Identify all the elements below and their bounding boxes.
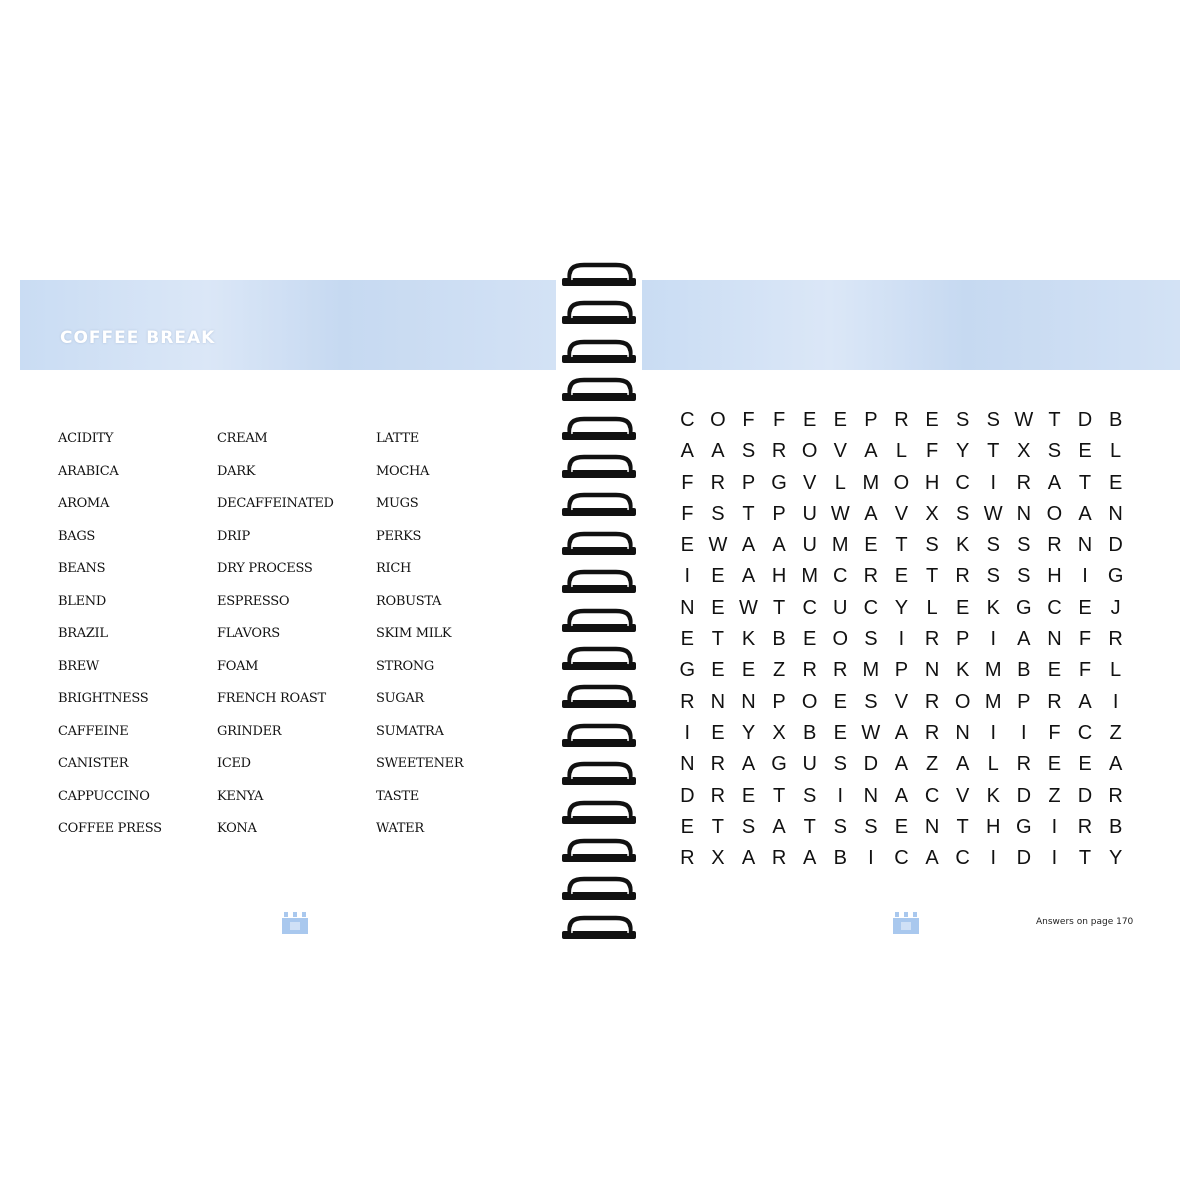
grid-letter: J: [1110, 596, 1121, 619]
word-list-item: STRONG: [376, 658, 434, 674]
grid-letter: X: [925, 502, 939, 525]
grid-letter: P: [1017, 690, 1031, 713]
grid-letter: D: [1016, 847, 1032, 870]
grid-letter: F: [925, 440, 939, 463]
grid-letter: R: [771, 847, 787, 870]
grid-letter: F: [681, 502, 694, 525]
grid-letter: F: [1048, 721, 1061, 744]
grid-letter: C: [802, 596, 817, 619]
word-list-item: COFFEE PRESS: [58, 821, 162, 836]
grid-letter: I: [990, 721, 997, 744]
grid-letter: D: [863, 753, 879, 776]
grid-letter: R: [802, 659, 817, 682]
grid-letter: S: [955, 502, 970, 525]
spiral-coil: [558, 569, 640, 597]
grid-letter: U: [833, 596, 848, 619]
word-list-item: RICH: [376, 561, 412, 576]
grid-letter: R: [1108, 628, 1123, 651]
grid-letter: E: [680, 815, 694, 838]
grid-letter: D: [1077, 409, 1093, 431]
grid-letter: T: [711, 628, 724, 651]
word-list-item: BAGS: [58, 528, 96, 544]
spiral-coil: [558, 915, 640, 943]
word-list-item: FOAM: [217, 658, 259, 674]
grid-letter: N: [680, 753, 695, 776]
grid-letter: E: [1047, 753, 1062, 776]
grid-letter: M: [801, 565, 818, 588]
grid-letter: G: [1016, 815, 1032, 838]
word-list-item: MUGS: [376, 496, 419, 511]
header-banner-left: [20, 280, 556, 370]
grid-letter: C: [955, 471, 970, 494]
grid-letter: K: [955, 659, 970, 682]
grid-letter: P: [772, 502, 786, 525]
grid-letter: N: [1108, 502, 1123, 525]
grid-letter: L: [1110, 440, 1122, 463]
grid-letter: N: [863, 784, 879, 807]
grid-letter: Z: [1109, 721, 1122, 744]
grid-letter: F: [742, 409, 755, 431]
grid-letter: S: [986, 409, 1000, 431]
grid-letter: R: [924, 690, 940, 713]
grid-letter: Y: [1108, 847, 1123, 870]
grid-letter: E: [833, 721, 847, 744]
grid-letter: S: [864, 628, 878, 651]
grid-letter: E: [1108, 471, 1123, 494]
grid-letter: C: [680, 409, 695, 431]
spiral-coil: [558, 876, 640, 904]
word-list-item: SWEETENER: [376, 756, 464, 771]
grid-letter: T: [711, 815, 724, 838]
grid-letter: E: [680, 628, 694, 651]
grid-letter: E: [833, 409, 847, 431]
grid-letter: R: [863, 565, 879, 588]
word-list-item: MOCHA: [376, 463, 430, 479]
grid-letter: S: [955, 409, 970, 431]
grid-letter: N: [924, 815, 940, 838]
grid-letter: E: [711, 596, 725, 619]
grid-letter: P: [894, 659, 909, 682]
grid-letter: I: [990, 471, 997, 494]
word-list-item: KONA: [217, 821, 257, 836]
grid-letter: U: [802, 753, 817, 776]
word-list-item: DECAFFEINATED: [217, 496, 334, 511]
grid-letter: F: [1078, 659, 1092, 682]
grid-letter: K: [955, 534, 970, 557]
grid-letter: N: [924, 659, 940, 682]
grid-letter: E: [1078, 440, 1092, 463]
spiral-coil: [558, 300, 640, 328]
spiral-coil: [558, 492, 640, 520]
grid-letter: S: [741, 440, 756, 463]
grid-letter: D: [1016, 784, 1032, 807]
grid-letter: B: [833, 847, 847, 870]
grid-letter: F: [681, 471, 694, 494]
grid-letter: H: [986, 815, 1001, 838]
grid-letter: L: [834, 471, 846, 494]
grid-letter: S: [1047, 440, 1062, 463]
grid-letter: S: [986, 534, 1000, 557]
grid-letter: R: [680, 690, 695, 713]
grid-letter: C: [1077, 721, 1093, 744]
grid-letter: A: [772, 815, 786, 838]
word-list-item: ACIDITY: [58, 431, 114, 446]
grid-letter: X: [772, 721, 786, 744]
word-list-item: LATTE: [376, 431, 419, 446]
grid-letter: C: [833, 565, 848, 588]
grid-letter: C: [894, 847, 909, 870]
grid-letter: B: [1017, 659, 1031, 682]
grid-letter: R: [1108, 784, 1123, 807]
grid-letter: E: [864, 534, 878, 557]
grid-letter: W: [1014, 409, 1034, 431]
grid-letter: B: [803, 721, 817, 744]
grid-letter: E: [925, 409, 939, 431]
header-banner-right: [642, 280, 1180, 370]
grid-letter: A: [741, 565, 756, 588]
grid-letter: O: [710, 409, 726, 431]
grid-letter: B: [1108, 409, 1123, 431]
word-list-item: ARABICA: [58, 463, 119, 479]
grid-letter: S: [986, 565, 1000, 588]
spiral-coil: [558, 761, 640, 789]
grid-letter: O: [801, 440, 818, 463]
grid-letter: L: [987, 753, 999, 776]
grid-letter: A: [1017, 628, 1031, 651]
grid-letter: R: [1047, 690, 1062, 713]
grid-letter: A: [711, 440, 725, 463]
grid-letter: A: [772, 534, 786, 557]
grid-letter: D: [680, 784, 695, 807]
grid-letter: G: [679, 659, 696, 682]
grid-letter: G: [771, 753, 787, 776]
grid-letter: W: [739, 596, 758, 619]
grid-letter: U: [802, 534, 817, 557]
grid-letter: E: [894, 815, 909, 838]
page-title: COFFEE BREAK: [60, 328, 216, 348]
grid-letter: I: [868, 847, 874, 870]
grid-letter: H: [924, 471, 940, 494]
grid-letter: R: [710, 753, 726, 776]
grid-letter: O: [801, 690, 818, 713]
word-search-grid: [672, 405, 1131, 874]
grid-letter: E: [680, 534, 694, 557]
grid-letter: I: [837, 784, 844, 807]
grid-letter: P: [772, 690, 786, 713]
word-list-item: DARK: [217, 463, 256, 479]
grid-letter: A: [894, 784, 909, 807]
grid-letter: P: [741, 471, 756, 494]
grid-letter: B: [1108, 815, 1123, 838]
grid-letter: P: [864, 409, 878, 431]
grid-letter: I: [1051, 847, 1058, 870]
grid-letter: Z: [772, 659, 786, 682]
grid-letter: A: [1047, 471, 1062, 494]
grid-letter: S: [833, 753, 847, 776]
word-list-item: CAFFEINE: [58, 723, 129, 739]
grid-letter: Z: [1048, 784, 1061, 807]
grid-letter: R: [771, 440, 787, 463]
grid-letter: S: [803, 784, 817, 807]
grid-letter: T: [1078, 471, 1092, 494]
grid-letter: P: [955, 628, 970, 651]
spiral-coil: [558, 723, 640, 751]
word-list-item: TASTE: [376, 788, 419, 804]
word-list-item: CREAM: [217, 431, 268, 446]
grid-letter: R: [894, 409, 909, 431]
spiral-coil: [558, 646, 640, 674]
grid-letter: A: [955, 753, 970, 776]
spiral-coil: [558, 262, 640, 290]
grid-letter: T: [895, 534, 908, 557]
spiral-binding: [558, 262, 640, 952]
spiral-coil: [558, 531, 640, 559]
grid-letter: X: [711, 847, 725, 870]
grid-letter: E: [741, 784, 756, 807]
grid-letter: S: [741, 815, 756, 838]
answers-note: Answers on page 170: [1036, 917, 1134, 927]
grid-letter: S: [864, 690, 878, 713]
grid-letter: L: [926, 596, 938, 619]
word-list-item: SUGAR: [376, 691, 424, 706]
grid-letter: G: [771, 471, 787, 494]
grid-letter: E: [1047, 659, 1062, 682]
grid-letter: D: [1108, 534, 1123, 557]
grid-letter: I: [990, 847, 997, 870]
grid-letter: E: [711, 659, 725, 682]
grid-letter: Y: [955, 440, 970, 463]
grid-letter: V: [955, 784, 970, 807]
grid-letter: O: [954, 690, 971, 713]
grid-letter: N: [1047, 628, 1062, 651]
grid-letter: S: [833, 815, 847, 838]
grid-letter: V: [833, 440, 847, 463]
grid-letter: A: [864, 440, 878, 463]
grid-letter: D: [1077, 784, 1093, 807]
grid-letter: R: [680, 847, 695, 870]
grid-letter: R: [955, 565, 970, 588]
grid-letter: N: [955, 721, 970, 744]
grid-letter: A: [741, 534, 756, 557]
grid-letter: T: [1078, 847, 1092, 870]
grid-letter: O: [832, 628, 849, 651]
grid-letter: M: [862, 471, 880, 494]
word-list-item: BRAZIL: [58, 626, 108, 641]
grid-letter: R: [924, 721, 940, 744]
grid-letter: O: [1046, 502, 1063, 525]
grid-letter: A: [680, 440, 694, 463]
word-list-column-3: [376, 429, 526, 852]
word-list-item: BRIGHTNESS: [58, 691, 149, 706]
grid-letter: T: [742, 502, 755, 525]
grid-letter: A: [864, 502, 878, 525]
grid-letter: F: [772, 409, 786, 431]
grid-letter: M: [984, 690, 1002, 713]
grid-letter: A: [894, 753, 909, 776]
grid-letter: C: [863, 596, 879, 619]
grid-letter: I: [990, 628, 997, 651]
word-list-item: CAPPUCCINO: [58, 788, 150, 804]
word-list-item: BEANS: [58, 561, 106, 576]
word-list-item: BLEND: [58, 593, 106, 609]
grid-letter: A: [1108, 753, 1123, 776]
word-list-item: CANISTER: [58, 756, 129, 771]
grid-letter: X: [1017, 440, 1031, 463]
grid-letter: V: [894, 502, 909, 525]
grid-letter: A: [925, 847, 939, 870]
grid-letter: N: [1077, 534, 1093, 557]
grid-letter: W: [708, 534, 728, 557]
grid-letter: S: [1017, 534, 1031, 557]
grid-letter: M: [984, 659, 1002, 682]
word-list-item: SUMATRA: [376, 723, 444, 739]
grid-letter: S: [925, 534, 939, 557]
grid-letter: W: [983, 502, 1003, 525]
spiral-coil: [558, 684, 640, 712]
grid-letter: A: [894, 721, 909, 744]
grid-letter: O: [893, 471, 910, 494]
grid-letter: R: [1047, 534, 1062, 557]
grid-letter: T: [772, 596, 786, 619]
grid-letter: I: [684, 721, 691, 744]
grid-letter: R: [924, 628, 940, 651]
grid-letter: F: [1078, 628, 1092, 651]
page-number-icon-left: [282, 912, 308, 934]
word-list-column-2: [217, 429, 367, 852]
grid-letter: E: [803, 628, 817, 651]
grid-letter: A: [803, 847, 817, 870]
word-list-item: PERKS: [376, 528, 422, 544]
grid-letter: E: [741, 659, 756, 682]
grid-letter: C: [1047, 596, 1062, 619]
grid-letter: T: [987, 440, 1000, 463]
grid-letter: E: [894, 565, 909, 588]
grid-letter: N: [1016, 502, 1032, 525]
grid-letter: B: [772, 628, 786, 651]
spiral-coil: [558, 339, 640, 367]
spiral-coil: [558, 838, 640, 866]
word-list-item: ROBUSTA: [376, 593, 442, 609]
grid-letter: H: [1047, 565, 1062, 588]
grid-letter: K: [741, 628, 756, 651]
word-list-item: WATER: [376, 821, 424, 836]
grid-letter: W: [861, 721, 881, 744]
grid-letter: K: [986, 784, 1000, 807]
grid-letter: E: [711, 721, 725, 744]
word-list-item: BREW: [58, 658, 99, 674]
spiral-coil: [558, 608, 640, 636]
word-list-item: DRY PROCESS: [217, 561, 313, 576]
word-list-column-1: [58, 429, 208, 852]
grid-letter: K: [986, 596, 1000, 619]
grid-letter: T: [772, 784, 786, 807]
grid-letter: M: [862, 659, 880, 682]
grid-letter: T: [1048, 409, 1061, 431]
grid-letter: V: [803, 471, 817, 494]
grid-letter: I: [1082, 565, 1088, 588]
page-number-icon-right: [893, 912, 919, 934]
word-list-item: ESPRESSO: [217, 593, 290, 609]
grid-letter: M: [831, 534, 849, 557]
grid-letter: L: [1110, 659, 1122, 682]
word-list-item: KENYA: [217, 788, 264, 804]
grid-letter: I: [1112, 690, 1119, 713]
grid-letter: R: [1016, 471, 1032, 494]
grid-letter: R: [1016, 753, 1032, 776]
grid-letter: I: [684, 565, 691, 588]
spiral-coil: [558, 416, 640, 444]
grid-letter: N: [680, 596, 695, 619]
grid-letter: I: [1051, 815, 1058, 838]
word-list-item: ICED: [217, 756, 251, 771]
grid-letter: R: [833, 659, 848, 682]
grid-letter: A: [1078, 502, 1092, 525]
spiral-coil: [558, 800, 640, 828]
grid-letter: L: [895, 440, 908, 463]
grid-letter: E: [803, 409, 817, 431]
grid-letter: V: [894, 690, 909, 713]
word-list-item: SKIM MILK: [376, 626, 452, 641]
spiral-coil: [558, 454, 640, 482]
word-list-item: AROMA: [58, 496, 110, 511]
word-list-item: FLAVORS: [217, 626, 280, 641]
grid-letter: S: [1017, 565, 1031, 588]
grid-letter: Y: [894, 596, 909, 619]
grid-letter: R: [1077, 815, 1093, 838]
grid-letter: Z: [925, 753, 939, 776]
grid-letter: A: [1078, 690, 1092, 713]
word-list-item: DRIP: [217, 528, 250, 544]
grid-letter: T: [925, 565, 939, 588]
word-list-item: FRENCH ROAST: [217, 691, 326, 706]
grid-letter: S: [711, 502, 725, 525]
grid-letter: E: [711, 565, 725, 588]
grid-letter: W: [830, 502, 850, 525]
grid-letter: E: [833, 690, 847, 713]
grid-letter: N: [710, 690, 726, 713]
grid-letter: C: [924, 784, 940, 807]
grid-letter: I: [898, 628, 905, 651]
grid-letter: G: [1107, 565, 1124, 588]
grid-letter: T: [956, 815, 969, 838]
grid-letter: R: [710, 784, 726, 807]
grid-letter: H: [771, 565, 787, 588]
grid-letter: T: [803, 815, 816, 838]
grid-letter: A: [741, 847, 756, 870]
grid-letter: R: [710, 471, 726, 494]
grid-letter: E: [955, 596, 970, 619]
word-list-item: GRINDER: [217, 723, 282, 739]
grid-letter: E: [1078, 753, 1092, 776]
grid-letter: N: [741, 690, 756, 713]
grid-letter: A: [741, 753, 756, 776]
spiral-coil: [558, 377, 640, 405]
grid-letter: G: [1016, 596, 1032, 619]
grid-letter: S: [864, 815, 878, 838]
grid-letter: I: [1021, 721, 1027, 744]
grid-letter: C: [955, 847, 970, 870]
grid-letter: U: [802, 502, 817, 525]
grid-letter: Y: [741, 721, 756, 744]
grid-letter: E: [1078, 596, 1092, 619]
